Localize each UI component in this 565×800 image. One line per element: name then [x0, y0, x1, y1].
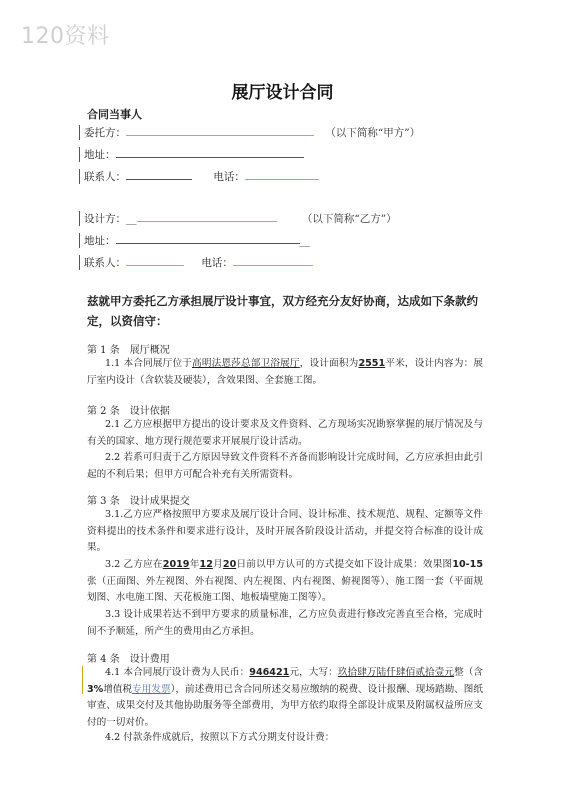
client-phone-label: 电话： [213, 171, 245, 183]
text-span: 元，大写： [289, 667, 338, 678]
client-row [84, 124, 420, 140]
text-span: 3.2 乙方应在 [105, 559, 163, 570]
client-address-field[interactable] [116, 146, 304, 158]
cursor-bar [79, 255, 80, 270]
deadline-day: 20 [222, 559, 237, 570]
client-label: 委托方： [84, 127, 126, 139]
section-1-paragraph-1 [87, 356, 483, 389]
text-span: 增值税 [103, 683, 133, 695]
designer-contact-row [84, 254, 313, 270]
section-4-paragraph-2: 4.2 付款条件成就后，按照以下方式分期支付设计费： [105, 732, 335, 743]
text-span: 年 [189, 559, 200, 570]
text-span: ，设计面积为 [299, 358, 359, 369]
designer-contact-label: 联系人： [84, 257, 126, 269]
section-2-paragraph-1: 2.1 乙方应根据甲方提出的设计要求及文件资料、乙方现场实况勘察掌握的展厅情况及与有关的国家、地方现行规范要求开展展厅设计活动。 [87, 419, 483, 447]
designer-address-suffix: __ [299, 235, 310, 247]
designer-row [84, 210, 397, 226]
designer-phone-field[interactable] [233, 254, 313, 266]
cursor-bar [79, 233, 80, 248]
section-4-paragraph-1 [87, 665, 483, 731]
client-contact-label: 联系人： [84, 171, 126, 183]
section-3-paragraph-3: 3.3 设计成果若达不到甲方要求的质量标准，乙方应负责进行修改完善直至合格，完成时间不予顺延，所产生的费用由乙方承担。 [87, 609, 483, 637]
deadline-year: 2019 [162, 559, 190, 570]
cursor-bar [79, 125, 80, 140]
text-span: ），前述费用已含合同所述交易应缴纳的税费、设计报酬、现场踏勘、图纸审查、成果交付及其他协助服务等全部费用，为甲方依约取得全部设计成果及附属权益所应支付的一切对价。 [87, 683, 484, 728]
design-area: 2551 [358, 358, 386, 369]
client-address-label: 地址： [84, 149, 116, 161]
client-note: （以下简称“甲方”） [325, 127, 421, 139]
watermark: 120资料 [21, 24, 110, 49]
designer-note: （以下简称“乙方”） [301, 213, 397, 225]
text-span: 张（正面图、外左视图、外右视图、内左视图、内右视图、俯视图等）、施工图一套（平面规划图、水电施工图、天花板施工图、地板墙壁施工图等）。 [87, 575, 483, 603]
change-bar [82, 666, 83, 694]
text-span: 月 [212, 559, 223, 570]
designer-field[interactable] [137, 210, 277, 222]
client-contact-row [84, 168, 319, 184]
invoice-link[interactable]: 专用发票 [132, 683, 171, 695]
fee-amount-chinese: 玖拾肆万陆仟肆佰贰拾壹元 [337, 667, 455, 678]
page-title: 展厅设计合同 [231, 83, 334, 103]
text-span: 日前以甲方认可的方式提交如下设计成果：效果图 [236, 559, 453, 570]
cursor-bar [79, 147, 80, 162]
client-contact-field[interactable] [126, 168, 192, 180]
text-span: 1.1 本合同展厅位于 [105, 358, 193, 369]
section-2-paragraph-2: 2.2 若系可归责于乙方原因导致文件资料不齐备而影响设计完成时间，乙方应承担由此引起的不利后果；但甲方可配合补充有关所需资料。 [87, 452, 483, 480]
cursor-bar [79, 211, 80, 226]
client-phone-field[interactable] [245, 168, 319, 180]
fee-amount: 946421 [249, 667, 290, 678]
designer-address-field[interactable] [116, 232, 300, 244]
designer-prefix: __ [126, 213, 137, 225]
deadline-month: 12 [199, 559, 213, 570]
section-3-paragraph-2 [87, 557, 483, 607]
exhibition-location: 高明法恩莎总部卫浴展厅 [192, 358, 300, 369]
section-3-paragraph-1: 3.1.乙方应严格按照甲方要求及展厅设计合同、设计标准、技术规范、规程、定额等文件资料提出的技术条件和要求进行设计，及时开展各阶段设计活动，并提交符合标准的设计成果。 [87, 509, 483, 553]
client-field[interactable] [126, 124, 314, 136]
designer-contact-field[interactable] [126, 254, 184, 266]
section-3-heading: 第 3 条 设计成果提交 [87, 496, 190, 507]
tax-rate: 3% [87, 683, 104, 695]
cursor-bar [79, 169, 80, 184]
section-4-heading: 第 4 条 设计费用 [87, 654, 170, 665]
text-span: 整（含 [454, 667, 484, 678]
designer-address-label: 地址： [84, 235, 116, 247]
designer-phone-label: 电话： [201, 257, 233, 269]
designer-address-row [84, 232, 310, 248]
parties-heading: 合同当事人 [87, 108, 142, 121]
intro-paragraph: 兹就甲方委托乙方承担展厅设计事宜，双方经充分友好协商，达成如下条款约定，以资信守： [87, 294, 478, 328]
section-1-heading: 第 1 条 展厅概况 [87, 345, 170, 356]
designer-label: 设计方： [84, 213, 126, 225]
client-address-row [84, 146, 304, 162]
text-span: 4.1 本合同展厅设计费为人民币： [105, 667, 250, 678]
text-span: 平米，设计内容为：展厅室内设计（含软装及硬装），含效果图、全套施工图。 [87, 358, 484, 386]
render-count: 10-15 [452, 559, 484, 570]
section-2-heading: 第 2 条 设计依据 [87, 406, 170, 417]
